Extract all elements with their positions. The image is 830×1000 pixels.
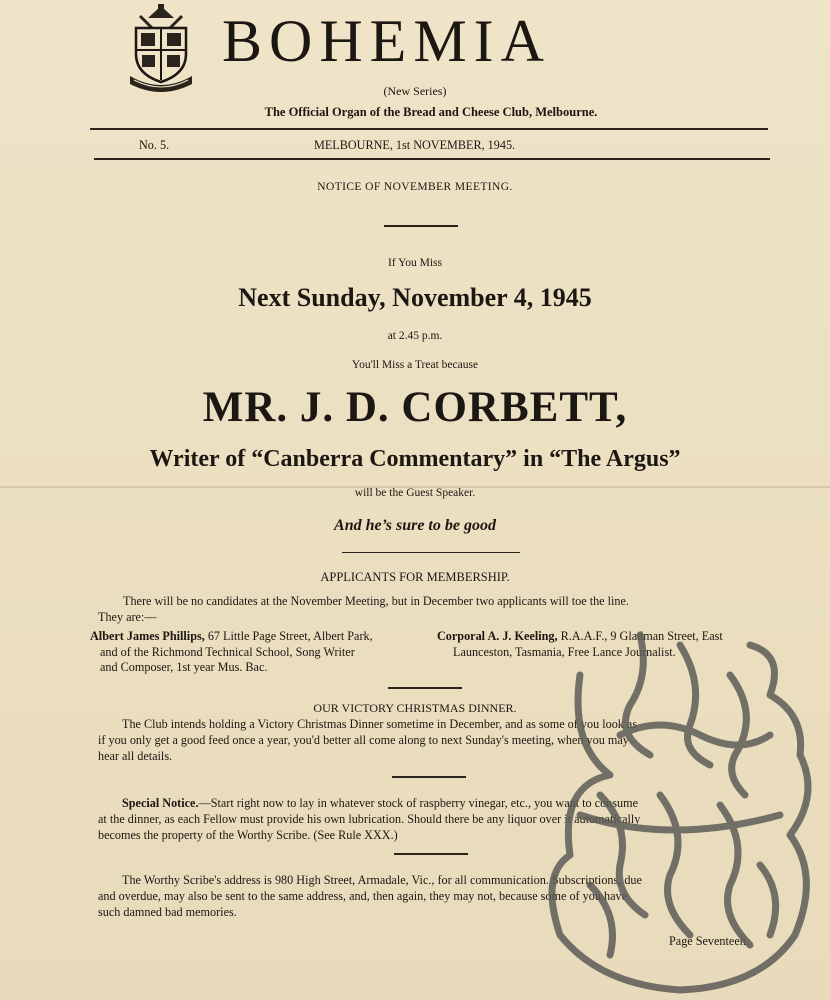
flame-stamp-icon — [520, 615, 830, 1000]
dinner-heading: OUR VICTORY CHRISTMAS DINNER. — [313, 701, 517, 715]
guest-speaker-line: will be the Guest Speaker. — [354, 487, 476, 499]
tagline: And he’s sure to be good — [334, 517, 496, 534]
applicant-detail: Launceston, Tasmania, Free Lance Journalist. — [453, 644, 676, 659]
masthead-rule-top — [90, 128, 768, 130]
masthead-rule-bottom — [94, 158, 770, 160]
scribe-paragraph-cont: such damned bad memories. — [98, 905, 237, 919]
if-you-miss-label: If You Miss — [387, 257, 442, 269]
divider — [388, 687, 462, 689]
special-notice-cont: becomes the property of the Worthy Scribe. (See Rule XXX.) — [98, 828, 398, 842]
dateline: MELBOURNE, 1st NOVEMBER, 1945. — [314, 138, 516, 152]
scribe-paragraph-cont: and overdue, may also be sent to the same address, and, then again, they may not, because some of you have — [98, 889, 627, 903]
official-organ-line: The Official Organ of the Bread and Cheese Club, Melbourne. — [264, 105, 598, 119]
applicants-intro: There will be no candidates at the November Meeting, but in December two applicants will toe the line. — [123, 594, 629, 608]
divider — [392, 776, 466, 778]
series-label: (New Series) — [383, 84, 447, 98]
dinner-paragraph: The Club intends holding a Victory Christmas Dinner sometime in December, and as some of you look as — [122, 717, 638, 731]
applicant-address: 67 Little Page Street, Albert Park, — [204, 629, 373, 643]
divider — [394, 853, 468, 855]
treat-line: You'll Miss a Treat because — [351, 359, 479, 371]
special-notice-cont: at the dinner, as each Fellow must provide his own lubrication. Should there be any liquor over it automatically — [98, 812, 641, 826]
applicant-detail: and of the Richmond Technical School, Song Writer — [100, 644, 355, 659]
divider — [384, 225, 458, 227]
applicants-heading: APPLICANTS FOR MEMBERSHIP. — [320, 570, 510, 584]
meeting-date: Next Sunday, November 4, 1945 — [238, 283, 592, 312]
applicant-phillips — [90, 629, 440, 676]
special-notice-text: —Start right now to lay in whatever stock of raspberry vinegar, etc., you want to consume — [198, 796, 638, 810]
applicant-detail: and Composer, 1st year Mus. Bac. — [100, 660, 268, 675]
applicant-name: Corporal A. J. Keeling, — [437, 629, 558, 643]
club-crest-icon — [128, 4, 194, 92]
guest-speaker-name: MR. J. D. CORBETT, — [202, 384, 628, 431]
dinner-paragraph-cont: hear all details. — [98, 749, 173, 763]
special-notice-label: Special Notice. — [122, 796, 199, 810]
speaker-role: Writer of “Canberra Commentary” in “The Argus” — [149, 446, 681, 472]
meeting-time: at 2.45 p.m. — [387, 330, 443, 342]
applicants-intro-cont: They are:— — [98, 610, 157, 624]
masthead-title: BOHEMIA — [222, 8, 551, 74]
dinner-paragraph-cont: if you only get a good feed once a year, you'd better all come along to next Sunday's meeting, when you may — [98, 733, 629, 747]
notice-heading: NOTICE OF NOVEMBER MEETING. — [317, 181, 513, 193]
scribe-paragraph: The Worthy Scribe's address is 980 High Street, Armadale, Vic., for all communication. Subscriptions, due — [122, 873, 642, 887]
applicant-name: Albert James Phillips, — [90, 629, 205, 643]
issue-number: No. 5. — [139, 138, 170, 152]
page-number: Page Seventeen. — [669, 934, 749, 948]
divider — [342, 552, 520, 553]
applicant-address: R.A.A.F., 9 Gladman Street, East — [557, 629, 723, 643]
